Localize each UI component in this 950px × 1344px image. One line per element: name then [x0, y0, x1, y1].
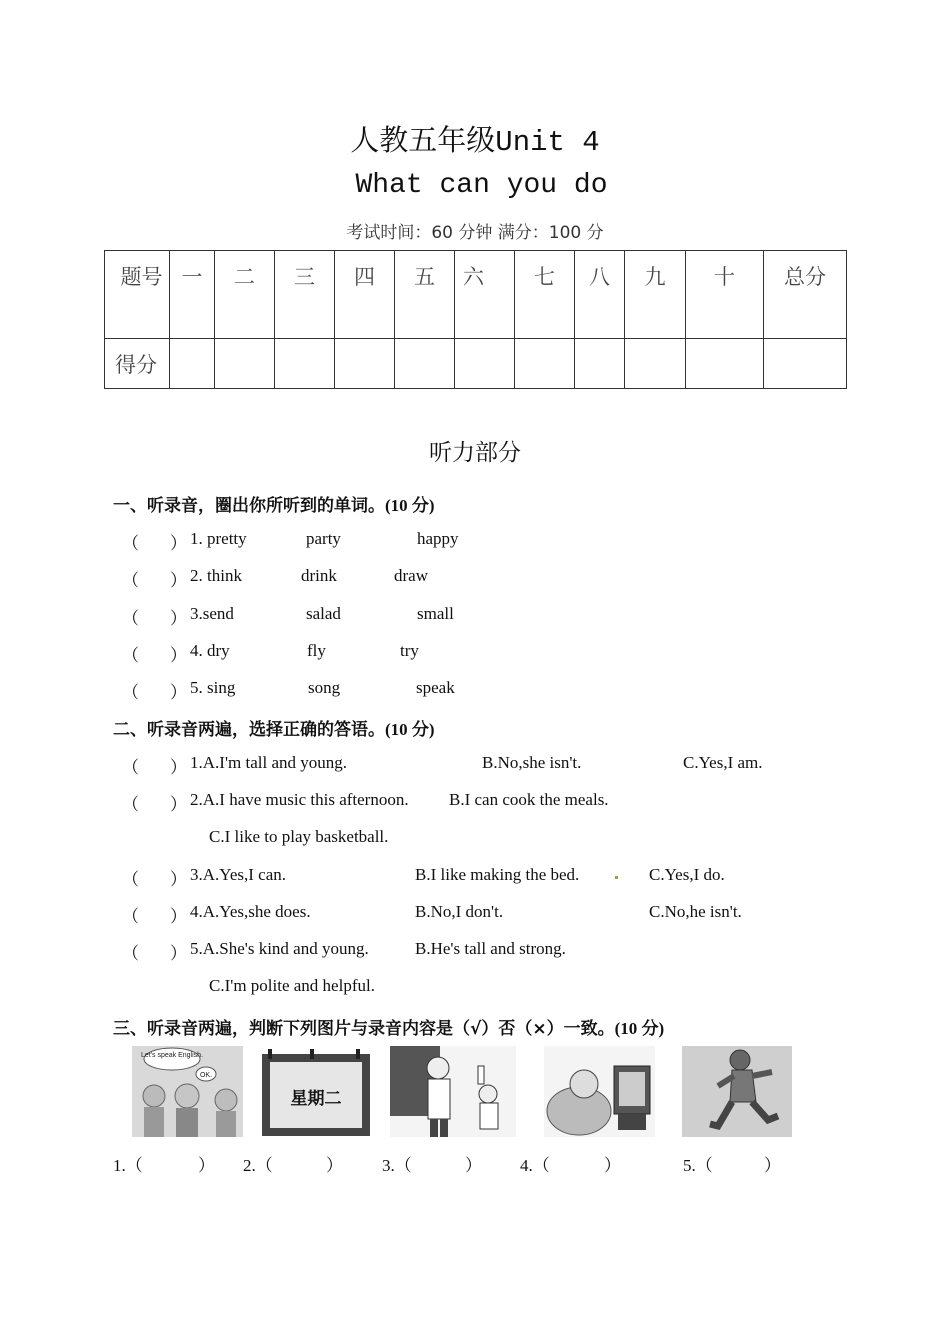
- score-cell[interactable]: [170, 339, 215, 389]
- picture-answer-label[interactable]: 2.（: [243, 1156, 273, 1175]
- list-item: [122, 566, 882, 588]
- answer-paren-close: ）: [170, 944, 187, 963]
- kids-speaking-picture: [132, 1046, 243, 1137]
- answer-paren-close: ）: [170, 571, 187, 590]
- watching-tv-picture: [544, 1046, 655, 1137]
- word-option: party: [306, 529, 341, 548]
- part2-points: (10 分): [385, 720, 435, 739]
- list-item: [122, 865, 882, 887]
- answer-option-a: 3.A.Yes,I can.: [190, 865, 287, 884]
- answer-paren-open[interactable]: （: [122, 907, 139, 926]
- answer-paren-open[interactable]: （: [122, 571, 139, 590]
- word-option: small: [417, 604, 454, 623]
- answer-option-c: C.I'm polite and helpful.: [209, 976, 375, 995]
- part1-heading-text: 一、听录音，圈出你所听到的单词。: [113, 496, 385, 516]
- score-cell[interactable]: [686, 339, 764, 389]
- answer-option-a: 5.A.She's kind and young.: [190, 939, 369, 958]
- picture-answer-label[interactable]: 3.（: [382, 1156, 412, 1175]
- answer-option-c: C.No,he isn't.: [649, 902, 742, 921]
- running-boy-picture: [682, 1046, 792, 1137]
- part2-heading-text: 二、听录音两遍，选择正确的答语。: [113, 720, 385, 740]
- part2-heading: [113, 715, 435, 740]
- word-option: draw: [394, 566, 428, 585]
- table-header-cell: 九: [625, 251, 686, 339]
- title-unit: Unit 4: [495, 126, 600, 159]
- answer-option-c: C.Yes,I do.: [649, 865, 725, 884]
- answer-paren-close: ）: [170, 795, 187, 814]
- list-item: [122, 939, 882, 961]
- list-item: [122, 604, 882, 626]
- score-cell[interactable]: [764, 339, 847, 389]
- score-cell[interactable]: [215, 339, 275, 389]
- word-option: speak: [416, 678, 455, 697]
- word-option: 2. think: [190, 566, 242, 585]
- score-header-row: [105, 251, 847, 339]
- page-subtitle: What can you do: [355, 170, 608, 201]
- table-header-cell: 八: [575, 251, 625, 339]
- score-table: [104, 250, 847, 389]
- ok-bubble-text: OK.: [199, 1072, 213, 1079]
- answer-paren-close: ）: [465, 1156, 482, 1175]
- list-item: [122, 902, 882, 924]
- stray-dot: [615, 876, 618, 879]
- table-header-cell: 二: [215, 251, 275, 339]
- answer-option-c: C.I like to play basketball.: [209, 827, 389, 846]
- word-option: fly: [307, 641, 326, 660]
- word-option: 3.send: [190, 604, 234, 623]
- part3-heading: [113, 1014, 664, 1039]
- answer-paren-close: ）: [170, 870, 187, 889]
- picture-answer-label[interactable]: 4.（: [520, 1156, 550, 1175]
- answer-paren-close: ）: [170, 646, 187, 665]
- score-cell[interactable]: [575, 339, 625, 389]
- picture-row: [0, 1046, 950, 1138]
- answer-paren-close: ）: [170, 758, 187, 777]
- answer-paren-open[interactable]: （: [122, 683, 139, 702]
- answer-option-b: B.I like making the bed.: [415, 865, 580, 884]
- answer-option-b: B.No,I don't.: [415, 902, 504, 921]
- answer-option-a: 2.A.I have music this afternoon.: [190, 790, 409, 809]
- answer-paren-open[interactable]: （: [122, 534, 139, 553]
- table-header-cell: 三: [275, 251, 335, 339]
- word-option: drink: [301, 566, 337, 585]
- score-cell[interactable]: [455, 339, 515, 389]
- answer-paren-open[interactable]: （: [122, 944, 139, 963]
- list-item: [122, 976, 882, 998]
- title-cn: 人教五年级: [350, 123, 496, 157]
- answer-option-a: 4.A.Yes,she does.: [190, 902, 311, 921]
- answer-paren-close: ）: [170, 683, 187, 702]
- answer-paren-open[interactable]: （: [122, 646, 139, 665]
- speech-bubble-text: Let's speak English.: [140, 1052, 204, 1059]
- score-cell[interactable]: [515, 339, 575, 389]
- exam-info: 考试时间：60 分钟 满分：100 分: [346, 223, 604, 243]
- word-option: song: [308, 678, 341, 697]
- word-option: try: [400, 641, 419, 660]
- list-item: [122, 529, 882, 551]
- list-item: [122, 827, 882, 849]
- answer-paren-open[interactable]: （: [122, 758, 139, 777]
- word-option: 1. pretty: [190, 529, 247, 548]
- score-cell[interactable]: [395, 339, 455, 389]
- answer-option-a: 1.A.I'm tall and young.: [190, 753, 347, 772]
- list-item: [122, 641, 882, 663]
- answer-option-b: B.He's tall and strong.: [415, 939, 566, 958]
- table-header-cell: 五: [395, 251, 455, 339]
- table-header-cell: 题号: [105, 251, 170, 339]
- table-header-cell: 四: [335, 251, 395, 339]
- answer-paren-close: ）: [198, 1156, 215, 1175]
- score-cell[interactable]: [625, 339, 686, 389]
- part3-points: (10 分): [614, 1019, 665, 1038]
- teacher-student-picture: [390, 1046, 516, 1137]
- score-row-label: 得分: [105, 339, 170, 389]
- page-title: [0, 118, 950, 159]
- picture-answer-row: [0, 1151, 950, 1173]
- list-item: [122, 790, 882, 812]
- score-cell[interactable]: [335, 339, 395, 389]
- list-item: [122, 678, 882, 700]
- table-header-cell: 总分: [764, 251, 847, 339]
- answer-paren-open[interactable]: （: [122, 795, 139, 814]
- answer-paren-close: ）: [170, 907, 187, 926]
- answer-option-b: B.No,she isn't.: [482, 753, 582, 772]
- calendar-day-text: 星期二: [290, 1089, 342, 1109]
- answer-paren-close: ）: [764, 1156, 781, 1175]
- answer-option-b: B.I can cook the meals.: [449, 790, 609, 809]
- word-option: salad: [306, 604, 341, 623]
- answer-paren-close: ）: [604, 1156, 621, 1175]
- picture-answer-label[interactable]: 1.（: [113, 1156, 143, 1175]
- answer-paren-close: ）: [170, 534, 187, 553]
- calendar-picture: [260, 1046, 372, 1137]
- part3-heading-text: 三、听录音两遍，判断下列图片与录音内容是（√）否（×）一致。: [113, 1019, 615, 1039]
- table-header-cell: 十: [686, 251, 764, 339]
- score-cell[interactable]: [275, 339, 335, 389]
- score-value-row: [105, 339, 847, 389]
- word-option: 4. dry: [190, 641, 230, 660]
- part1-heading: [113, 491, 435, 516]
- table-header-cell: 六: [455, 251, 515, 339]
- answer-paren-close: ）: [326, 1156, 343, 1175]
- list-item: [122, 753, 882, 775]
- section-title: 听力部分: [429, 440, 521, 466]
- table-header-cell: 七: [515, 251, 575, 339]
- word-option: happy: [417, 529, 459, 548]
- answer-paren-open[interactable]: （: [122, 609, 139, 628]
- answer-paren-open[interactable]: （: [122, 870, 139, 889]
- part1-points: (10 分): [385, 496, 435, 515]
- word-option: 5. sing: [190, 678, 236, 697]
- table-header-cell: 一: [170, 251, 215, 339]
- answer-option-c: C.Yes,I am.: [683, 753, 763, 772]
- answer-paren-close: ）: [170, 609, 187, 628]
- picture-answer-label[interactable]: 5.（: [683, 1156, 713, 1175]
